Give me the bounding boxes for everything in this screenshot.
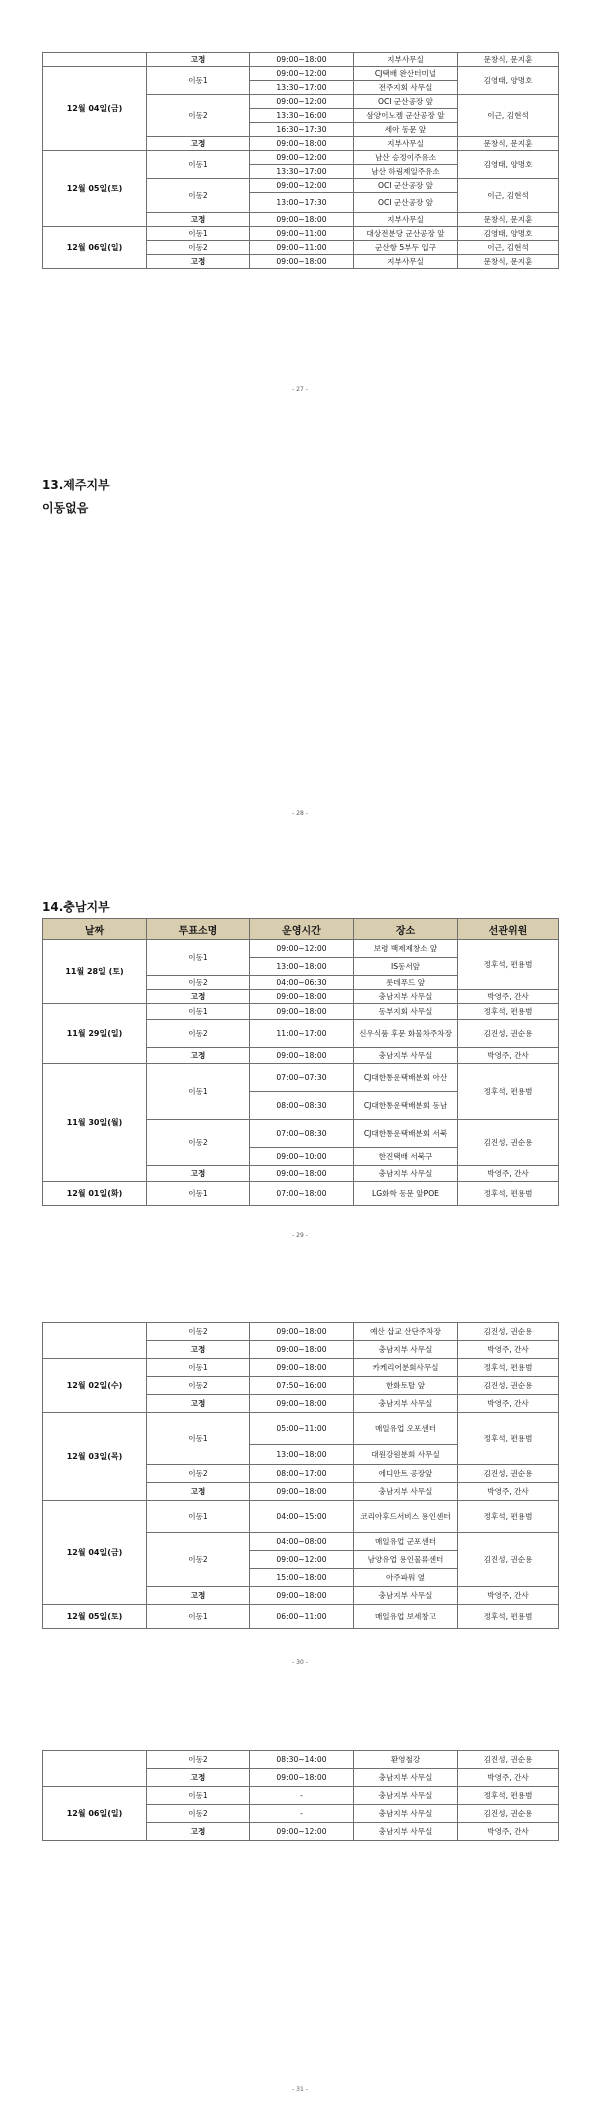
table-row: 13:30~16:00 삼양이노켐 군산공장 앞 <box>43 109 559 123</box>
page-number: - 29 - <box>292 1232 308 1239</box>
schedule-table-1 <box>42 52 558 269</box>
table-row: 11월 29일(일) 이동1 09:00~18:00 동부지회 사무실 정후석, 편용범 <box>43 1004 559 1020</box>
table-row: 고정 09:00~18:00 충남지부 사무실 박영주, 간사 <box>43 1587 559 1605</box>
section-title-jeju: 13.제주지부 <box>42 478 110 492</box>
table-row: 이동2 08:00~17:00 에디안트 공장앞 김진성, 권순용 <box>43 1465 559 1483</box>
table-row: 09:00~10:00 한진택배 서북구 <box>43 1148 559 1166</box>
table-row: 이동2 07:50~16:00 한화토탈 앞 김진성, 권순용 <box>43 1377 559 1395</box>
table-row: 12월 03일(목) 이동1 05:00~11:00 매일유업 오포센터 정후석, 편용범 <box>43 1413 559 1445</box>
table-row: 고정 09:00~18:00 충남지부 사무실 박영주, 간사 <box>43 1048 559 1064</box>
table-row: 이동2 09:00~18:00 예산 삽교 산단주차장 김진성, 권순용 <box>43 1323 559 1341</box>
schedule-table-4 <box>42 1750 558 1841</box>
table-row: 고정 09:00~18:00 충남지부 사무실 박영주, 간사 <box>43 1166 559 1182</box>
table-row: 고정 09:00~18:00 지부사무실 문창식, 문지훈 <box>43 53 559 67</box>
table-row: 12월 05일(토) 이동1 06:00~11:00 매일유업 보세창고 정후석, 편용범 <box>43 1605 559 1629</box>
table-row: 15:00~18:00 아주파워 옆 <box>43 1569 559 1587</box>
table-row: 16:30~17:30 세아 동문 앞 <box>43 123 559 137</box>
header-officer: 선관위원 <box>458 919 559 940</box>
table-row: 고정 09:00~18:00 지부사무실 문창식, 문지훈 <box>43 137 559 151</box>
table-row: 13:30~17:00 남산 하림제일주유소 <box>43 165 559 179</box>
table-row: 12월 06일(일) 이동1 - 충남지부 사무실 정후석, 편용범 <box>43 1787 559 1805</box>
table-row: 고정 09:00~18:00 충남지부 사무실 박영주, 간사 <box>43 1395 559 1413</box>
table-row: 고정 09:00~18:00 충남지부 사무실 박영주, 간사 <box>43 1341 559 1359</box>
table-row: 고정 09:00~18:00 지부사무실 문창식, 문지훈 <box>43 255 559 269</box>
section-note-jeju: 이동없음 <box>42 501 89 515</box>
page-number: - 30 - <box>292 1659 308 1666</box>
section-title-chungnam: 14.충남지부 <box>42 900 110 914</box>
table-row: 09:00~12:00 남양유업 용인물류센터 <box>43 1551 559 1569</box>
header-ballot: 투표소명 <box>147 919 250 940</box>
table-header <box>43 919 559 940</box>
table-row: 이동2 04:00~08:00 매일유업 군포센터 김진성, 권순용 <box>43 1533 559 1551</box>
table-row: 고정 09:00~18:00 지부사무실 문창식, 문지훈 <box>43 213 559 227</box>
table-row: 이동2 04:00~06:30 롯데푸드 앞 <box>43 976 559 990</box>
table-row: 13:00~18:00 IS동서앞 <box>43 958 559 976</box>
table-row: 이동2 07:00~08:30 CJ대한통운택배분회 서북 김진성, 권순용 <box>43 1120 559 1148</box>
schedule-table-3 <box>42 1322 558 1629</box>
table-row: 12월 06일(일) 이동1 09:00~11:00 대상전분당 군산공장 앞 김영태, 양명호 <box>43 227 559 241</box>
table-row: 13:30~17:00 전주지회 사무실 <box>43 81 559 95</box>
header-time: 운영시간 <box>250 919 354 940</box>
table-row: 12월 04일(금) 이동1 09:00~12:00 CJ택배 완산터미널 김영태, 양명호 <box>43 67 559 81</box>
table-row: 이동2 09:00~12:00 OCI 군산공장 앞 이근, 김현석 <box>43 179 559 193</box>
table-row: 이동2 09:00~12:00 OCI 군산공장 앞 이근, 김현석 <box>43 95 559 109</box>
table-row: 고정 09:00~18:00 충남지부 사무실 박영주, 간사 <box>43 1769 559 1787</box>
table-row: 13:00~18:00 대원강원분회 사무실 <box>43 1445 559 1465</box>
table-row: 고정 09:00~18:00 충남지부 사무실 박영주, 간사 <box>43 990 559 1004</box>
table-row: 이동2 - 충남지부 사무실 김진성, 권순용 <box>43 1805 559 1823</box>
table-row: 이동2 08:30~14:00 환영철강 김진성, 권순용 <box>43 1751 559 1769</box>
page-number: - 28 - <box>292 810 308 817</box>
table-row: 11월 28일 (토) 이동1 09:00~12:00 보령 백제제창소 앞 정후석, 편용범 <box>43 940 559 958</box>
table-row: 12월 01일(화) 이동1 07:00~18:00 LG화학 동문 앞POE 정후석, 편용범 <box>43 1182 559 1206</box>
page-number: - 31 - <box>292 2086 308 2093</box>
table-row: 이동2 11:00~17:00 신우식품 후문 화물차주차장 김진성, 권순용 <box>43 1020 559 1048</box>
page-number: - 27 - <box>292 386 308 393</box>
table-row: 12월 04일(금) 이동1 04:00~15:00 코리아후드서비스 용인센터 정후석, 편용범 <box>43 1501 559 1533</box>
table-row: 고정 09:00~18:00 충남지부 사무실 박영주, 간사 <box>43 1483 559 1501</box>
table-row: 12월 05일(토) 이동1 09:00~12:00 남산 승정이주유소 김영태, 양명호 <box>43 151 559 165</box>
table-row: 이동2 09:00~11:00 군산항 5부두 입구 이근, 김현석 <box>43 241 559 255</box>
table-row: 12월 02일(수) 이동1 09:00~18:00 카케리어분회사무실 정후석, 편용범 <box>43 1359 559 1377</box>
table-row: 13:00~17:30 OCI 군산공장 앞 <box>43 193 559 213</box>
table-row: 08:00~08:30 CJ대한통운택배분회 동남 <box>43 1092 559 1120</box>
header-place: 장소 <box>354 919 458 940</box>
header-date: 날짜 <box>43 919 147 940</box>
table-row: 11월 30일(월) 이동1 07:00~07:30 CJ대한통운택배분회 아산 정후석, 편용범 <box>43 1064 559 1092</box>
schedule-table-2 <box>42 918 558 1206</box>
table-row: 고정 09:00~12:00 충남지부 사무실 박영주, 간사 <box>43 1823 559 1841</box>
